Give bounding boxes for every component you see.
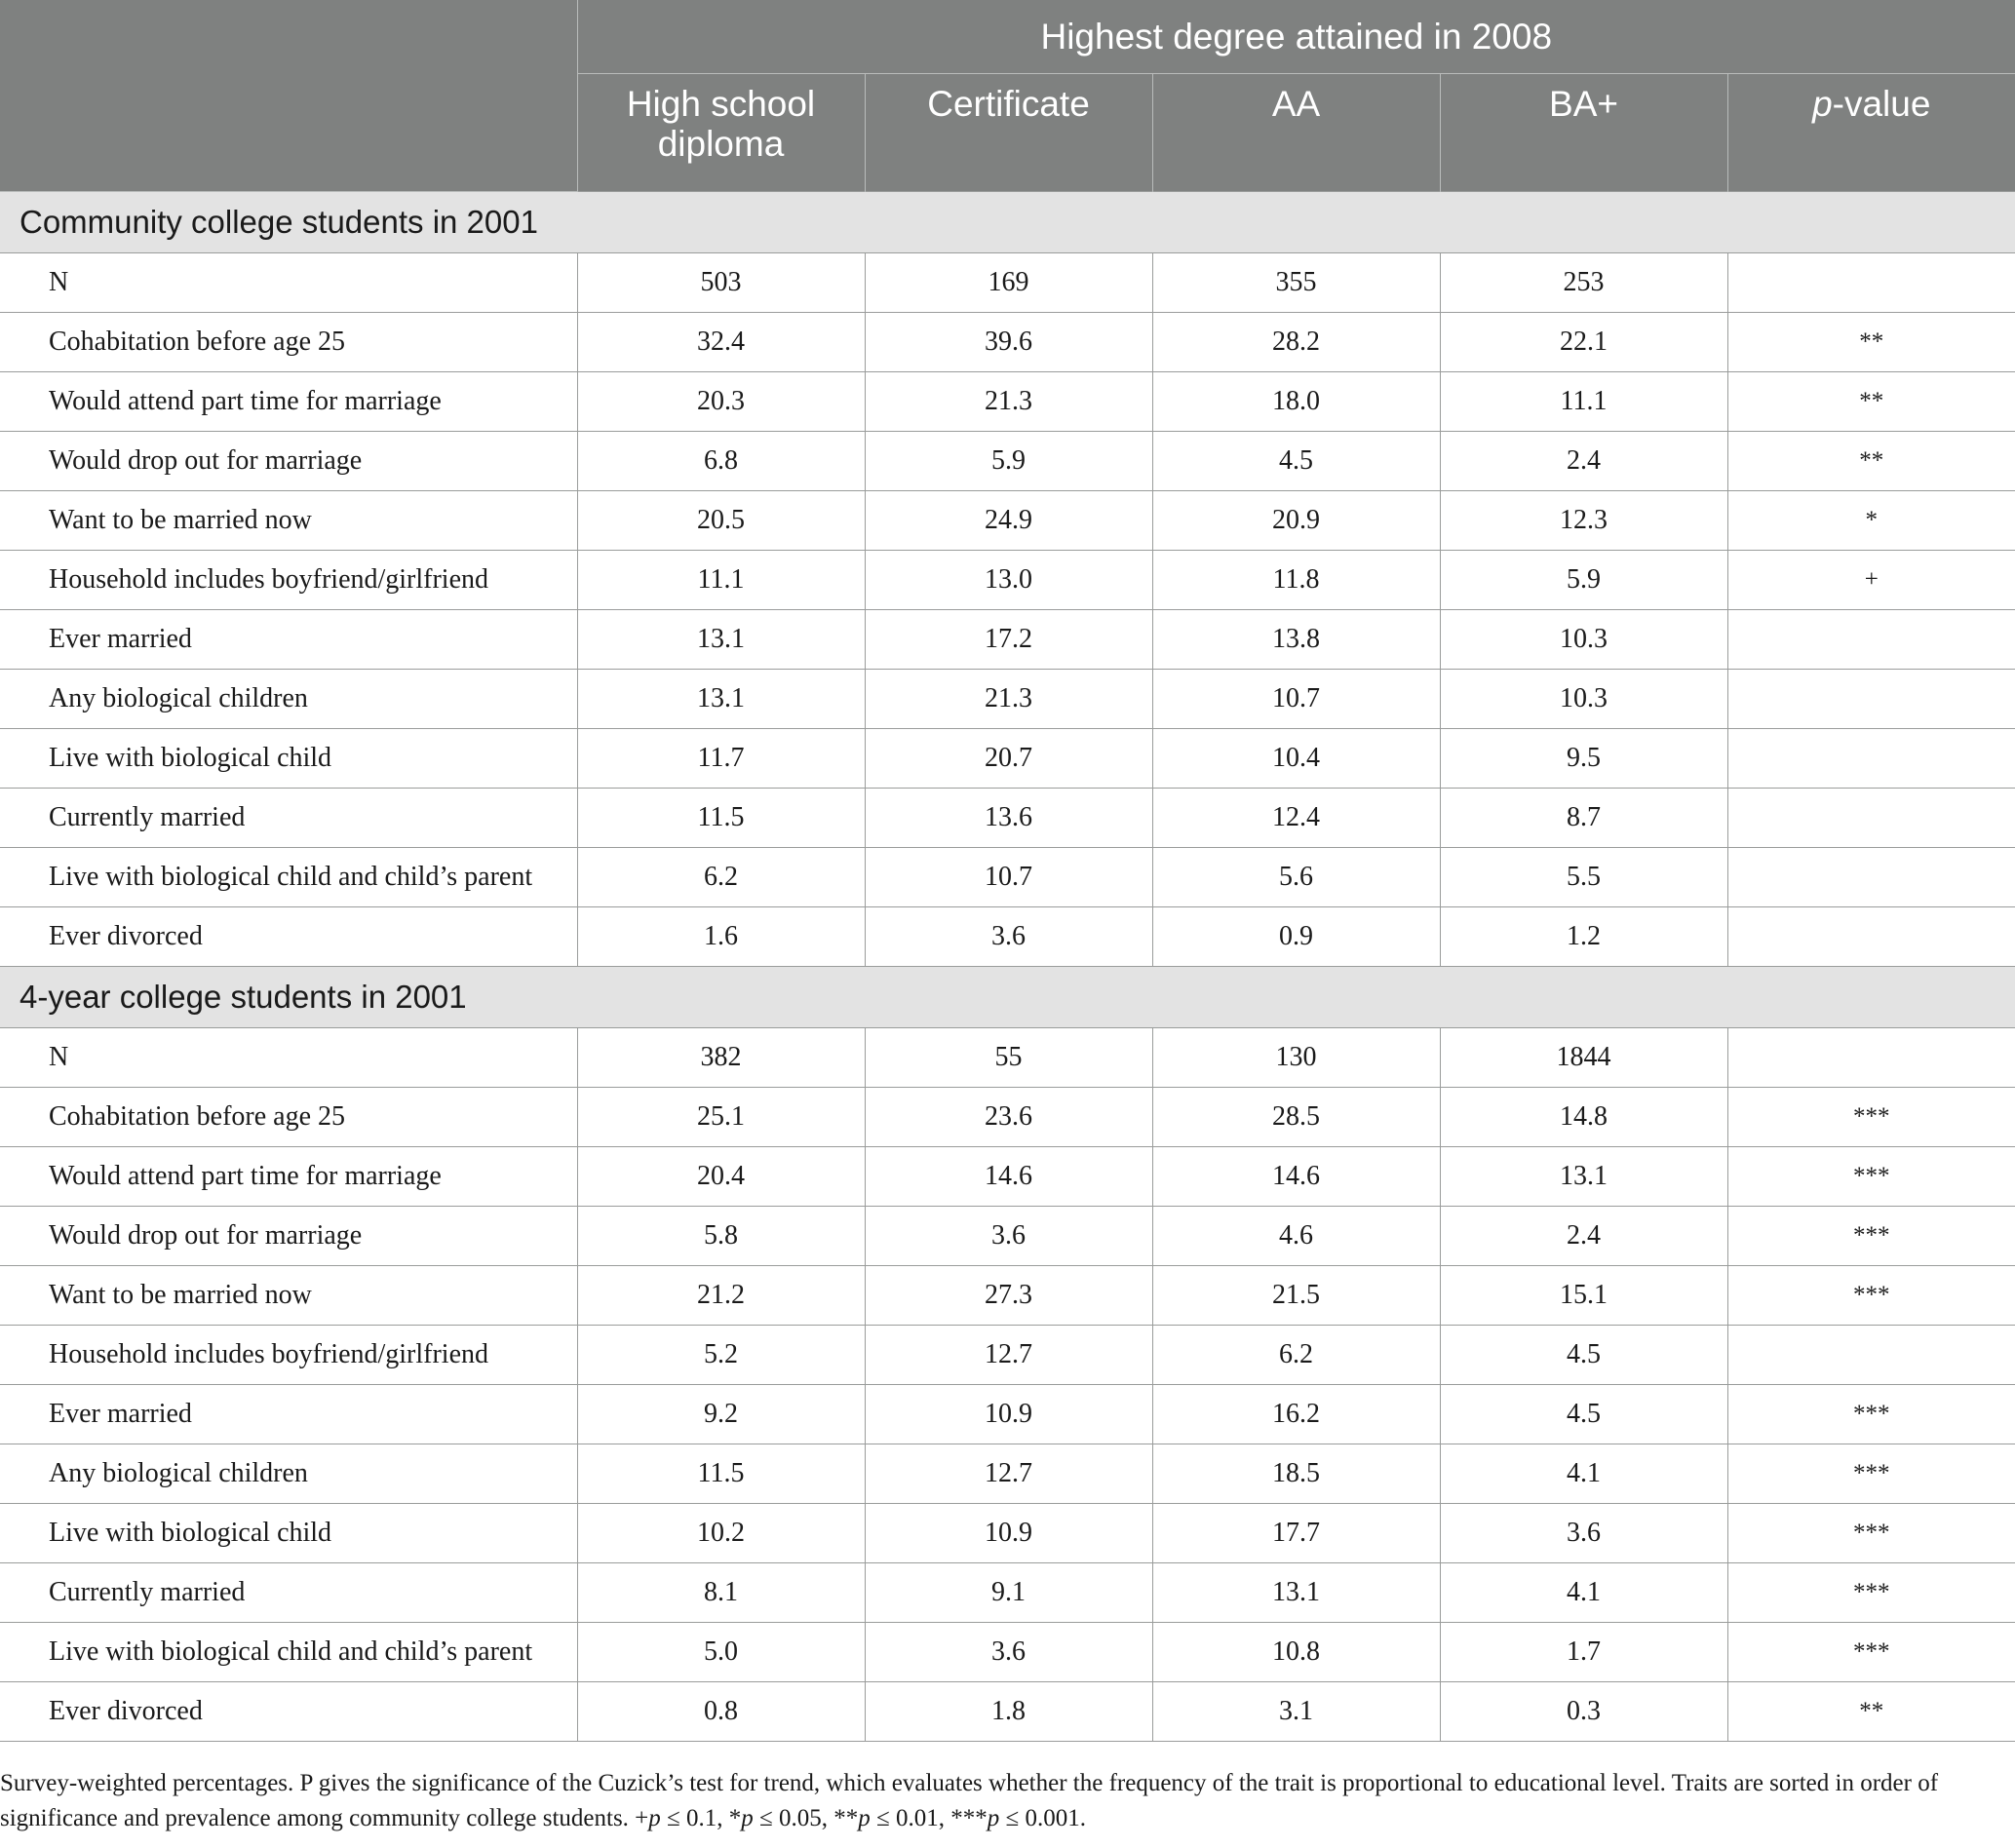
table-cell: 14.6 <box>865 1147 1152 1207</box>
table-cell: 0.3 <box>1440 1682 1727 1742</box>
table-row <box>0 1028 2015 1088</box>
significance-legend <box>635 1805 1086 1831</box>
table-cell: 23.6 <box>865 1088 1152 1147</box>
table-row <box>0 670 2015 729</box>
column-header-line: Certificate <box>927 84 1090 124</box>
table-row <box>0 848 2015 907</box>
p-value-cell <box>1727 848 2015 907</box>
table-cell: 5.2 <box>577 1326 865 1385</box>
table-body <box>0 192 2015 1742</box>
legend-threshold: ≤ 0.1, <box>660 1805 729 1831</box>
p-value-cell: ** <box>1727 372 2015 432</box>
table-cell: 20.3 <box>577 372 865 432</box>
table-row <box>0 1682 2015 1742</box>
row-label: Would attend part time for marriage <box>0 1147 577 1207</box>
table-cell: 1.2 <box>1440 907 1727 967</box>
p-value-suffix: -value <box>1832 84 1931 124</box>
table-cell: 15.1 <box>1440 1266 1727 1326</box>
section-title: Community college students in 2001 <box>0 192 2015 253</box>
table-cell: 27.3 <box>865 1266 1152 1326</box>
p-value-cell <box>1727 610 2015 670</box>
legend-p: p <box>858 1805 871 1831</box>
table-cell: 13.1 <box>1152 1563 1440 1623</box>
column-header-line: High school <box>626 84 816 124</box>
table-cell: 21.2 <box>577 1266 865 1326</box>
table-cell: 11.7 <box>577 729 865 789</box>
table-row <box>0 1147 2015 1207</box>
table-row <box>0 313 2015 372</box>
table-cell: 10.9 <box>865 1504 1152 1563</box>
table-row <box>0 789 2015 848</box>
legend-item <box>950 1805 1086 1831</box>
row-label: N <box>0 1028 577 1088</box>
row-label: Would drop out for marriage <box>0 432 577 491</box>
table-row <box>0 551 2015 610</box>
table-cell: 21.3 <box>865 372 1152 432</box>
table-cell: 5.0 <box>577 1623 865 1682</box>
table-cell: 4.1 <box>1440 1444 1727 1504</box>
table-cell: 28.5 <box>1152 1088 1440 1147</box>
table-cell: 4.5 <box>1440 1326 1727 1385</box>
table-header <box>0 0 2015 192</box>
table-cell: 169 <box>865 253 1152 313</box>
table-row <box>0 1326 2015 1385</box>
table-row <box>0 491 2015 551</box>
table-cell: 0.8 <box>577 1682 865 1742</box>
table-row <box>0 1504 2015 1563</box>
p-value-cell: ** <box>1727 313 2015 372</box>
table-cell: 130 <box>1152 1028 1440 1088</box>
table-cell: 24.9 <box>865 491 1152 551</box>
p-value-cell: *** <box>1727 1504 2015 1563</box>
spanning-header: Highest degree attained in 2008 <box>577 0 2015 74</box>
table-cell: 5.6 <box>1152 848 1440 907</box>
p-value-cell: *** <box>1727 1207 2015 1266</box>
row-label: Live with biological child <box>0 729 577 789</box>
table-cell: 5.9 <box>1440 551 1727 610</box>
table-cell: 1.7 <box>1440 1623 1727 1682</box>
row-label: Live with biological child and child’s parent <box>0 1623 577 1682</box>
table-row <box>0 1623 2015 1682</box>
row-label: Cohabitation before age 25 <box>0 313 577 372</box>
table-cell: 32.4 <box>577 313 865 372</box>
table-cell: 13.0 <box>865 551 1152 610</box>
table-cell: 4.1 <box>1440 1563 1727 1623</box>
table-cell: 1844 <box>1440 1028 1727 1088</box>
row-label: Cohabitation before age 25 <box>0 1088 577 1147</box>
table-cell: 11.8 <box>1152 551 1440 610</box>
table-cell: 10.3 <box>1440 610 1727 670</box>
row-label: Live with biological child and child’s parent <box>0 848 577 907</box>
table-cell: 10.2 <box>577 1504 865 1563</box>
table-cell: 3.6 <box>865 907 1152 967</box>
table-cell: 20.5 <box>577 491 865 551</box>
p-value-cell: + <box>1727 551 2015 610</box>
table-cell: 6.8 <box>577 432 865 491</box>
table-cell: 16.2 <box>1152 1385 1440 1444</box>
row-label: Would drop out for marriage <box>0 1207 577 1266</box>
row-label: Any biological children <box>0 1444 577 1504</box>
p-value-cell: *** <box>1727 1147 2015 1207</box>
table-cell: 55 <box>865 1028 1152 1088</box>
column-header-aa <box>1152 74 1440 192</box>
table-cell: 14.8 <box>1440 1088 1727 1147</box>
legend-p: p <box>741 1805 754 1831</box>
table-row <box>0 1266 2015 1326</box>
p-value-cell <box>1727 907 2015 967</box>
table-cell: 21.3 <box>865 670 1152 729</box>
column-header-high-school <box>577 74 865 192</box>
table-cell: 4.5 <box>1152 432 1440 491</box>
table-cell: 8.7 <box>1440 789 1727 848</box>
table-cell: 18.0 <box>1152 372 1440 432</box>
column-header-p-value <box>1727 74 2015 192</box>
table-cell: 22.1 <box>1440 313 1727 372</box>
table-row <box>0 253 2015 313</box>
legend-p: p <box>987 1805 1000 1831</box>
table-cell: 4.5 <box>1440 1385 1727 1444</box>
row-label: Would attend part time for marriage <box>0 372 577 432</box>
table-cell: 20.4 <box>577 1147 865 1207</box>
table-cell: 14.6 <box>1152 1147 1440 1207</box>
legend-threshold: ≤ 0.05, <box>753 1805 834 1831</box>
table-cell: 11.5 <box>577 1444 865 1504</box>
p-value-cell: ** <box>1727 432 2015 491</box>
table-cell: 5.9 <box>865 432 1152 491</box>
table-cell: 28.2 <box>1152 313 1440 372</box>
row-label: Ever married <box>0 1385 577 1444</box>
section-title: 4-year college students in 2001 <box>0 967 2015 1028</box>
legend-item <box>635 1805 729 1831</box>
table-row <box>0 1444 2015 1504</box>
row-label: Household includes boyfriend/girlfriend <box>0 1326 577 1385</box>
p-value-cell: *** <box>1727 1563 2015 1623</box>
row-label: Live with biological child <box>0 1504 577 1563</box>
legend-symbol: ** <box>833 1805 859 1831</box>
p-value-cell: *** <box>1727 1088 2015 1147</box>
table-cell: 10.8 <box>1152 1623 1440 1682</box>
column-header-certificate <box>865 74 1152 192</box>
row-label: N <box>0 253 577 313</box>
p-value-cell <box>1727 253 2015 313</box>
row-label: Currently married <box>0 1563 577 1623</box>
row-label: Ever married <box>0 610 577 670</box>
table-cell: 17.2 <box>865 610 1152 670</box>
table-cell: 2.4 <box>1440 432 1727 491</box>
table-cell: 13.6 <box>865 789 1152 848</box>
table-cell: 11.1 <box>1440 372 1727 432</box>
table-row <box>0 372 2015 432</box>
table-cell: 3.6 <box>865 1207 1152 1266</box>
legend-symbol: + <box>635 1805 649 1831</box>
table-cell: 4.6 <box>1152 1207 1440 1266</box>
table-cell: 13.1 <box>577 610 865 670</box>
table-cell: 12.3 <box>1440 491 1727 551</box>
table-cell: 1.8 <box>865 1682 1152 1742</box>
table-row <box>0 1088 2015 1147</box>
table-cell: 355 <box>1152 253 1440 313</box>
p-value-cell: *** <box>1727 1385 2015 1444</box>
table-cell: 10.3 <box>1440 670 1727 729</box>
p-value-cell: * <box>1727 491 2015 551</box>
table-cell: 3.6 <box>865 1623 1152 1682</box>
table-cell: 253 <box>1440 253 1727 313</box>
table-cell: 1.6 <box>577 907 865 967</box>
p-value-cell: ** <box>1727 1682 2015 1742</box>
p-value-cell <box>1727 1028 2015 1088</box>
table-cell: 25.1 <box>577 1088 865 1147</box>
row-label: Any biological children <box>0 670 577 729</box>
table-cell: 3.1 <box>1152 1682 1440 1742</box>
row-label: Household includes boyfriend/girlfriend <box>0 551 577 610</box>
p-value-cell: *** <box>1727 1444 2015 1504</box>
legend-symbol: * <box>728 1805 742 1831</box>
row-label: Ever divorced <box>0 907 577 967</box>
section-header-row <box>0 192 2015 253</box>
table-cell: 5.8 <box>577 1207 865 1266</box>
table-cell: 13.1 <box>577 670 865 729</box>
p-value-cell <box>1727 670 2015 729</box>
table-row <box>0 610 2015 670</box>
table-cell: 9.1 <box>865 1563 1152 1623</box>
table-footnote <box>0 1766 1989 1836</box>
table-cell: 6.2 <box>1152 1326 1440 1385</box>
table-cell: 5.5 <box>1440 848 1727 907</box>
legend-item <box>729 1805 833 1831</box>
table-cell: 8.1 <box>577 1563 865 1623</box>
table-cell: 3.6 <box>1440 1504 1727 1563</box>
table-cell: 0.9 <box>1152 907 1440 967</box>
legend-item <box>833 1805 950 1831</box>
legend-threshold: ≤ 0.01, <box>870 1805 951 1831</box>
table-cell: 503 <box>577 253 865 313</box>
table-cell: 12.4 <box>1152 789 1440 848</box>
table-cell: 20.7 <box>865 729 1152 789</box>
footnote-text: Survey-weighted percentages. P gives the significance of the Cuzick’s test for trend, which evaluates whether the frequency of the trait is proportional to educational level. Traits are sorted in order of significance and prevalence among community college students. <box>0 1770 1939 1831</box>
column-header-ba <box>1440 74 1727 192</box>
row-label: Want to be married now <box>0 1266 577 1326</box>
table-row <box>0 1385 2015 1444</box>
table-cell: 20.9 <box>1152 491 1440 551</box>
table-row <box>0 432 2015 491</box>
header-corner <box>0 0 577 192</box>
table-cell: 10.7 <box>1152 670 1440 729</box>
row-label: Want to be married now <box>0 491 577 551</box>
row-label: Ever divorced <box>0 1682 577 1742</box>
p-value-cell <box>1727 729 2015 789</box>
legend-p: p <box>648 1805 661 1831</box>
table-cell: 2.4 <box>1440 1207 1727 1266</box>
table-cell: 11.5 <box>577 789 865 848</box>
table-cell: 9.2 <box>577 1385 865 1444</box>
table-cell: 13.8 <box>1152 610 1440 670</box>
table-cell: 13.1 <box>1440 1147 1727 1207</box>
table-row <box>0 907 2015 967</box>
row-label: Currently married <box>0 789 577 848</box>
table-cell: 17.7 <box>1152 1504 1440 1563</box>
table-cell: 10.7 <box>865 848 1152 907</box>
column-header-line: diploma <box>657 124 785 164</box>
table-cell: 39.6 <box>865 313 1152 372</box>
table-cell: 12.7 <box>865 1444 1152 1504</box>
p-value-cell: *** <box>1727 1623 2015 1682</box>
section-header-row <box>0 967 2015 1028</box>
table-cell: 382 <box>577 1028 865 1088</box>
table-row <box>0 1563 2015 1623</box>
table-cell: 12.7 <box>865 1326 1152 1385</box>
p-value-cell <box>1727 1326 2015 1385</box>
column-header-line: AA <box>1271 84 1321 124</box>
legend-threshold: ≤ 0.001. <box>999 1805 1086 1831</box>
column-header-line: BA+ <box>1549 84 1618 124</box>
table-cell: 6.2 <box>577 848 865 907</box>
p-value-cell: *** <box>1727 1266 2015 1326</box>
table-row <box>0 1207 2015 1266</box>
table-cell: 11.1 <box>577 551 865 610</box>
table-cell: 10.4 <box>1152 729 1440 789</box>
table-cell: 9.5 <box>1440 729 1727 789</box>
p-italic: p <box>1812 84 1833 124</box>
p-value-cell <box>1727 789 2015 848</box>
table-cell: 10.9 <box>865 1385 1152 1444</box>
legend-symbol: *** <box>950 1805 988 1831</box>
table-cell: 21.5 <box>1152 1266 1440 1326</box>
table-cell: 18.5 <box>1152 1444 1440 1504</box>
table-row <box>0 729 2015 789</box>
